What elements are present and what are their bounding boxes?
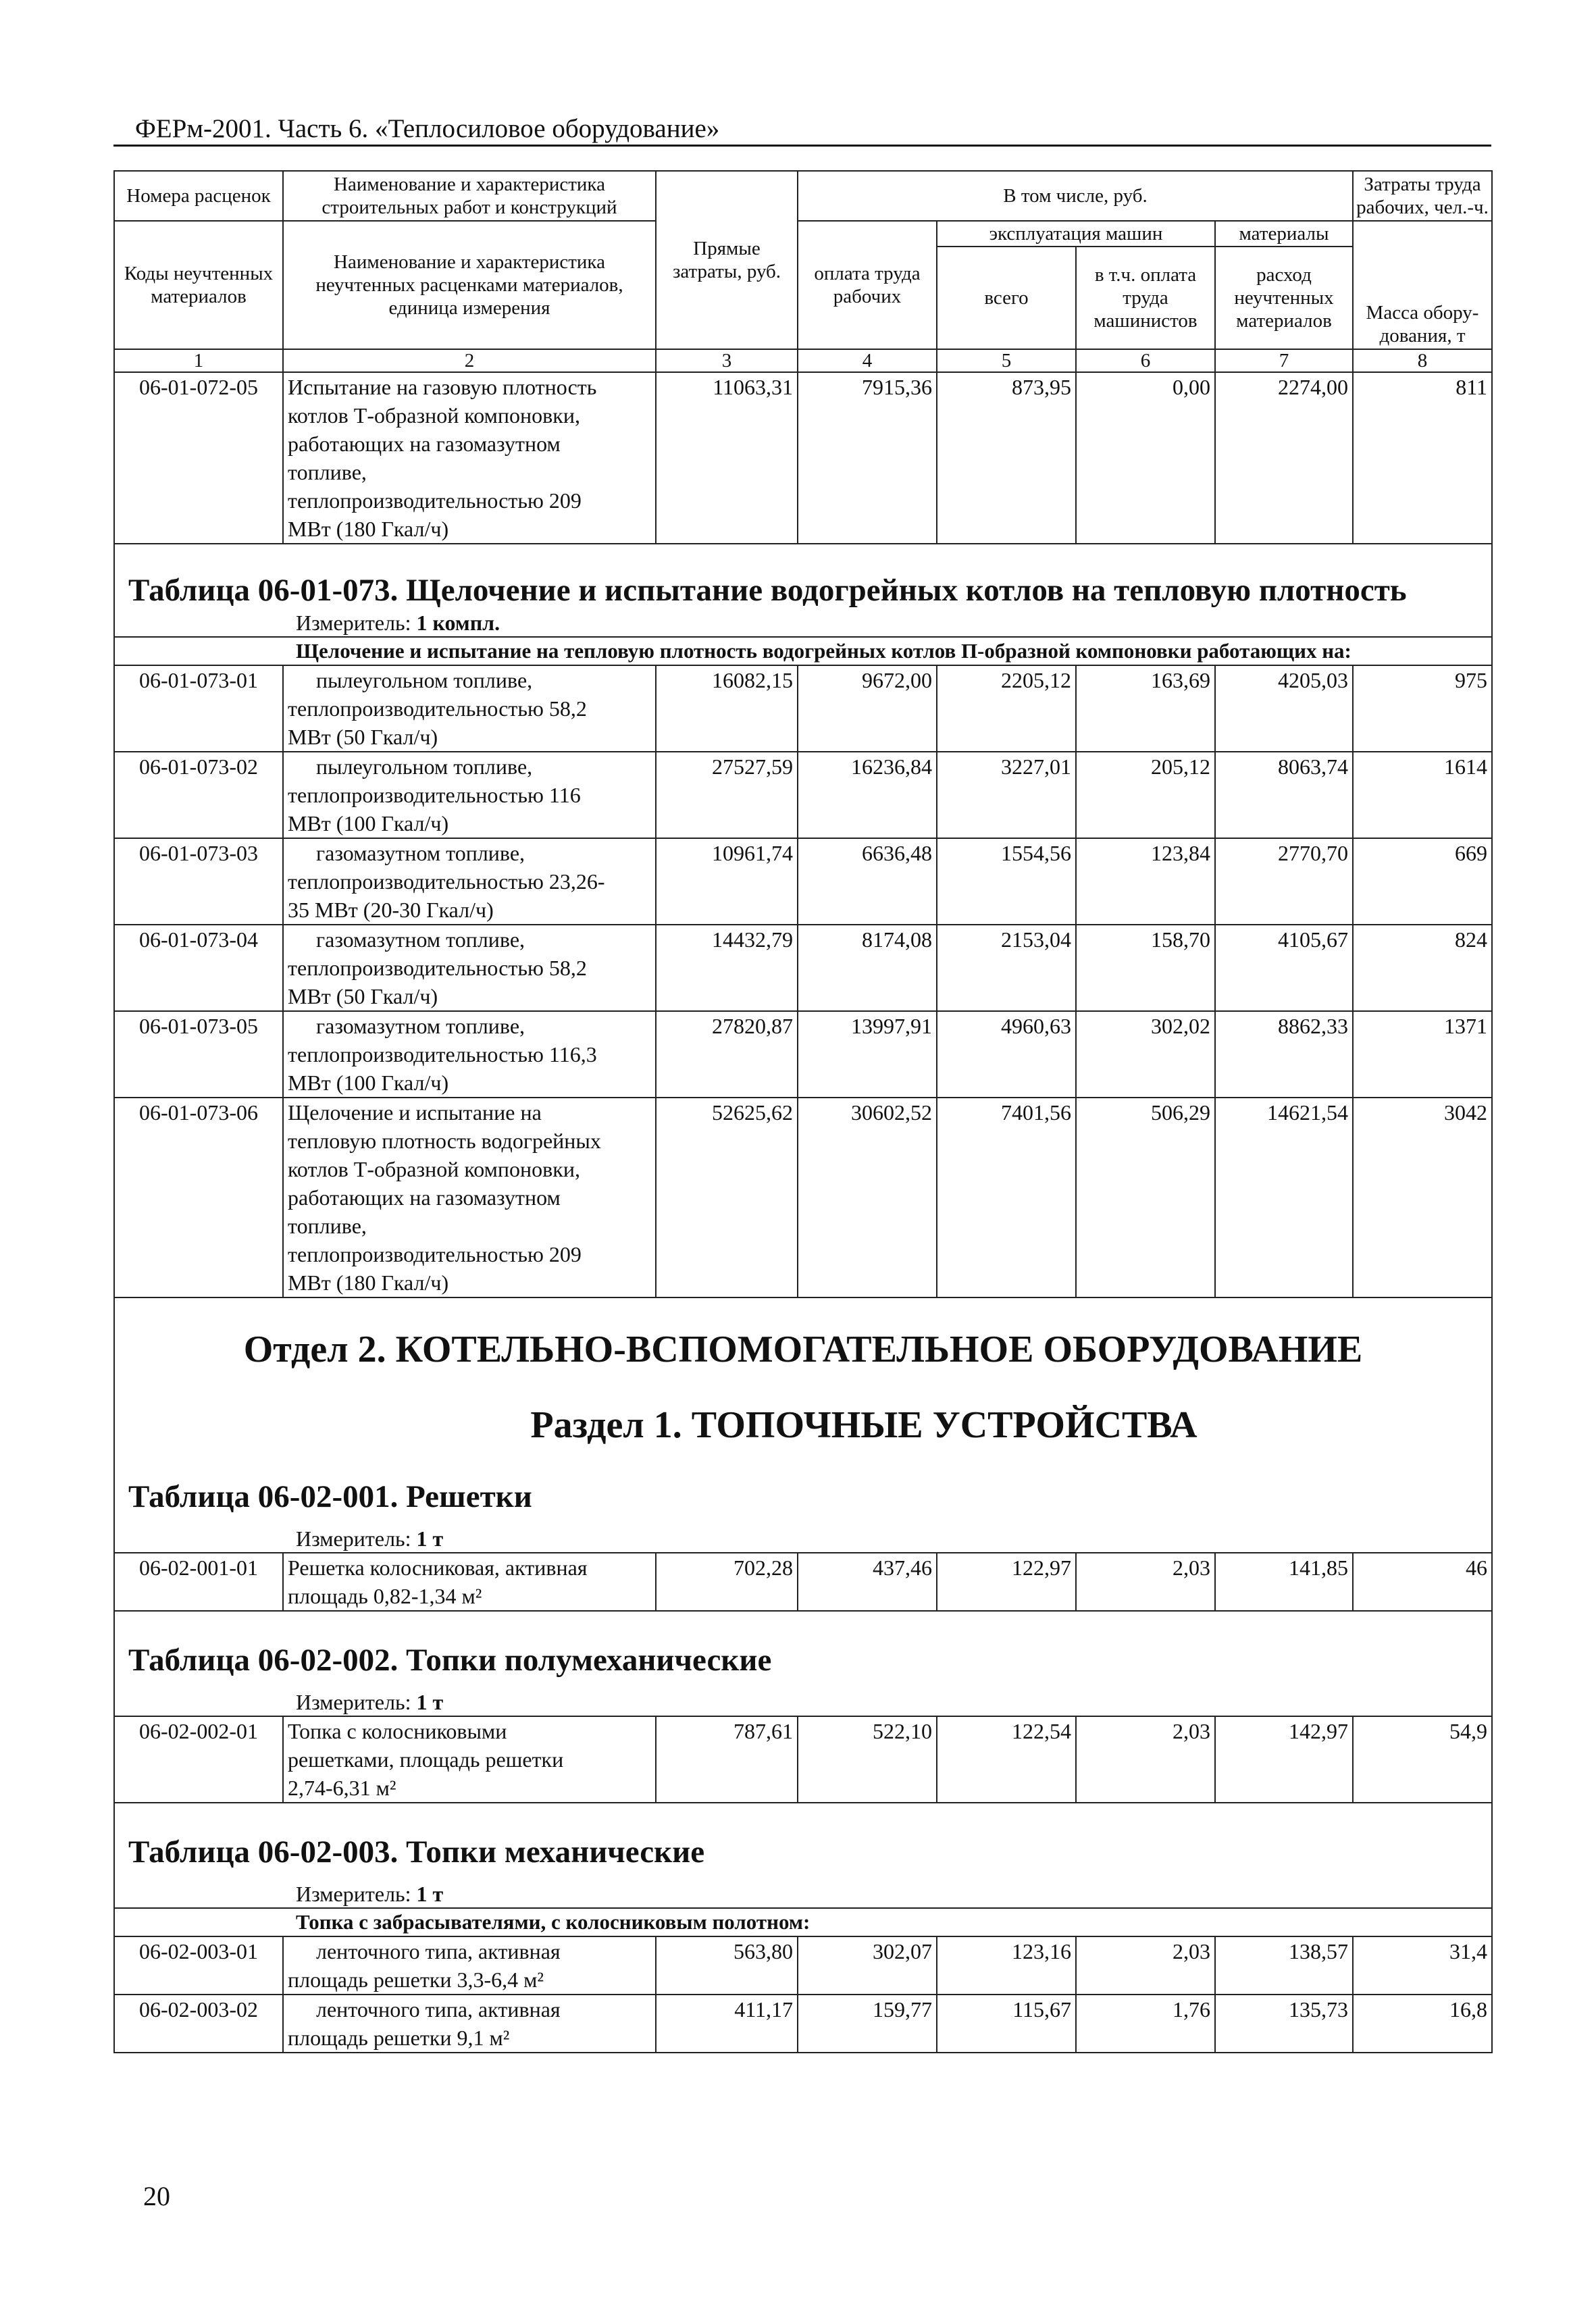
worker-wages: 16236,84: [798, 752, 937, 838]
rate-code: 06-01-072-05: [114, 372, 283, 544]
work-description: [283, 1098, 656, 1297]
description-line: пылеугольном топливе,: [316, 668, 533, 692]
description-line: Испытание на газовую плотность: [288, 375, 597, 399]
measure-label: Измеритель:: [296, 1690, 417, 1714]
column-number: 4: [798, 349, 937, 372]
table-row: [114, 1098, 1492, 1297]
materials-cost: 4205,03: [1215, 665, 1353, 752]
machines-total: 122,54: [937, 1716, 1076, 1803]
materials-cost: 4105,67: [1215, 925, 1353, 1011]
labor-hours: 54,9: [1353, 1716, 1492, 1803]
labor-hours: 16,8: [1353, 1995, 1492, 2053]
materials-cost: 8862,33: [1215, 1011, 1353, 1098]
direct-costs: 27820,87: [656, 1011, 798, 1098]
machines-total: 115,67: [937, 1995, 1076, 2053]
table-row: [114, 838, 1492, 925]
labor-hours: 975: [1353, 665, 1492, 752]
materials-cost: 141,85: [1215, 1553, 1353, 1611]
materials-cost: 135,73: [1215, 1995, 1353, 2053]
header-col1-bottom: Коды неучтенных материалов: [114, 221, 283, 349]
column-number: 3: [656, 349, 798, 372]
direct-costs: 27527,59: [656, 752, 798, 838]
table-row: [114, 665, 1492, 752]
rate-code: 06-01-073-02: [114, 752, 283, 838]
direct-costs: 563,80: [656, 1936, 798, 1995]
description-line: газомазутном топливе,: [316, 841, 525, 865]
description-line: котлов Т-образной компоновки,: [288, 403, 580, 428]
work-description: [283, 1936, 656, 1995]
rate-code: 06-02-003-01: [114, 1936, 283, 1995]
operator-wages: 2,03: [1076, 1936, 1215, 1995]
operator-wages: 1,76: [1076, 1995, 1215, 2053]
table-title: Таблица 06-02-001. Решетки: [128, 1479, 532, 1514]
labor-hours: 824: [1353, 925, 1492, 1011]
materials-cost: 14621,54: [1215, 1098, 1353, 1297]
description-line: МВт (50 Гкал/ч): [288, 725, 438, 749]
measure-value: 1 т: [416, 1882, 444, 1906]
work-description: [283, 838, 656, 925]
labor-hours: 669: [1353, 838, 1492, 925]
materials-cost: 2274,00: [1215, 372, 1353, 544]
description-line: ленточного типа, активная: [316, 1939, 561, 1963]
column-number: 5: [937, 349, 1076, 372]
operator-wages: 302,02: [1076, 1011, 1215, 1098]
description-line: теплопроизводительностью 116,3: [288, 1042, 597, 1066]
description-line: котлов Т-образной компоновки,: [288, 1157, 580, 1181]
header-materials-sub: расход неучтенных материалов: [1234, 264, 1334, 332]
description-line: работающих на газомазутном: [288, 432, 561, 456]
worker-wages: 522,10: [798, 1716, 937, 1803]
worker-wages: 7915,36: [798, 372, 937, 544]
operator-wages: 506,29: [1076, 1098, 1215, 1297]
description-line: МВт (180 Гкал/ч): [288, 517, 449, 541]
operator-wages: 2,03: [1076, 1716, 1215, 1803]
section-title: Раздел 1. ТОПОЧНЫЕ УСТРОЙСТВА: [530, 1404, 1198, 1446]
column-number: 8: [1353, 349, 1492, 372]
column-number: 7: [1215, 349, 1353, 372]
table-row: [114, 1995, 1492, 2053]
work-description: [283, 1011, 656, 1098]
worker-wages: 302,07: [798, 1936, 937, 1995]
direct-costs: 702,28: [656, 1553, 798, 1611]
direct-costs: 52625,62: [656, 1098, 798, 1297]
column-number: 2: [283, 349, 656, 372]
description-line: площадь решетки 9,1 м²: [288, 2026, 510, 2050]
description-line: МВт (50 Гкал/ч): [288, 984, 438, 1008]
header-machines: эксплуатация машин: [937, 222, 1214, 247]
labor-hours: 811: [1353, 372, 1492, 544]
table-row: [114, 372, 1492, 544]
price-table-frame: [113, 170, 1491, 2053]
rate-code: 06-01-073-01: [114, 665, 283, 752]
machines-total: 2153,04: [937, 925, 1076, 1011]
header-rule: [113, 145, 1491, 147]
group-heading: Щелочение и испытание на тепловую плотность водогрейных котлов П-образной компоновки работающих на:: [114, 637, 1492, 665]
header-machines-wages: в т.ч. оплата труда машинистов: [1093, 264, 1198, 332]
worker-wages: 437,46: [798, 1553, 937, 1611]
group-heading: Топка с забрасывателями, с колосниковым полотном:: [114, 1908, 1492, 1936]
machines-total: 122,97: [937, 1553, 1076, 1611]
machines-total: 4960,63: [937, 1011, 1076, 1098]
work-description: [283, 752, 656, 838]
machines-total: 7401,56: [937, 1098, 1076, 1297]
description-line: топливе,: [288, 460, 367, 484]
price-table: [113, 170, 1493, 2053]
table-row: [114, 1716, 1492, 1803]
work-description: [283, 1716, 656, 1803]
description-line: МВт (180 Гкал/ч): [288, 1270, 449, 1295]
table-row: [114, 752, 1492, 838]
table-title: Таблица 06-01-073. Щелочение и испытание водогрейных котлов на тепловую плотность: [128, 573, 1407, 608]
description-line: тепловую плотность водогрейных: [288, 1129, 601, 1153]
description-line: топливе,: [288, 1214, 367, 1238]
rate-code: 06-01-073-03: [114, 838, 283, 925]
work-description: [283, 1995, 656, 2053]
header-col2-bottom: Наименование и характеристика неучтенных расценками материалов, единица измерения: [283, 221, 656, 349]
table-row: [114, 1553, 1492, 1611]
measure-value: 1 т: [416, 1526, 444, 1551]
machines-total: 873,95: [937, 372, 1076, 544]
description-line: площадь решетки 3,3-6,4 м²: [288, 1968, 544, 1992]
materials-cost: 2770,70: [1215, 838, 1353, 925]
header-labor-top: Затраты труда рабочих, чел.-ч.: [1353, 171, 1492, 221]
materials-cost: 142,97: [1215, 1716, 1353, 1803]
header-labor-bottom: Масса обору-дования, т: [1353, 221, 1492, 349]
measure-value: 1 компл.: [416, 611, 500, 635]
labor-hours: 1614: [1353, 752, 1492, 838]
table-title: Таблица 06-02-002. Топки полумеханические: [128, 1643, 772, 1678]
header-wages: оплата труда рабочих: [798, 221, 937, 349]
direct-costs: 16082,15: [656, 665, 798, 752]
machines-total: 123,16: [937, 1936, 1076, 1995]
direct-costs: 787,61: [656, 1716, 798, 1803]
description-line: теплопроизводительностью 58,2: [288, 956, 587, 980]
description-line: площадь 0,82-1,34 м²: [288, 1584, 482, 1608]
worker-wages: 30602,52: [798, 1098, 937, 1297]
description-line: Топка с колосниковыми: [288, 1719, 507, 1743]
work-description: [283, 1553, 656, 1611]
header-col2-top: Наименование и характеристика строительных работ и конструкций: [283, 171, 656, 221]
operator-wages: 0,00: [1076, 372, 1215, 544]
direct-costs: 14432,79: [656, 925, 798, 1011]
header-materials-group: [1215, 221, 1353, 349]
department-title: Отдел 2. КОТЕЛЬНО-ВСПОМОГАТЕЛЬНОЕ ОБОРУДОВАНИЕ: [243, 1329, 1363, 1370]
rate-code: 06-02-001-01: [114, 1553, 283, 1611]
table-row: [114, 1011, 1492, 1098]
table-002-header: [114, 1611, 1492, 1716]
description-line: теплопроизводительностью 209: [288, 488, 582, 513]
description-line: газомазутном топливе,: [316, 1014, 525, 1038]
table-row: [114, 925, 1492, 1011]
rate-code: 06-01-073-04: [114, 925, 283, 1011]
department-block: [114, 1297, 1492, 1553]
machines-total: 1554,56: [937, 838, 1076, 925]
table-003-header: [114, 1803, 1492, 1908]
table-row: [114, 1936, 1492, 1995]
worker-wages: 6636,48: [798, 838, 937, 925]
description-line: газомазутном топливе,: [316, 927, 525, 952]
header-machines-total: всего: [937, 247, 1077, 349]
description-line: ленточного типа, активная: [316, 1997, 561, 2022]
measure-value: 1 т: [416, 1690, 444, 1714]
operator-wages: 123,84: [1076, 838, 1215, 925]
description-line: теплопроизводительностью 209: [288, 1242, 582, 1266]
rate-code: 06-01-073-05: [114, 1011, 283, 1098]
description-line: пылеугольном топливе,: [316, 754, 533, 779]
materials-cost: 8063,74: [1215, 752, 1353, 838]
worker-wages: 8174,08: [798, 925, 937, 1011]
description-line: работающих на газомазутном: [288, 1185, 561, 1210]
operator-wages: 205,12: [1076, 752, 1215, 838]
labor-hours: 31,4: [1353, 1936, 1492, 1995]
labor-hours: 3042: [1353, 1098, 1492, 1297]
column-number: 6: [1076, 349, 1215, 372]
running-header: ФЕРм-2001. Часть 6. «Теплосиловое оборудование»: [135, 114, 720, 143]
description-line: 2,74-6,31 м²: [288, 1776, 396, 1800]
header-machines-group: [937, 221, 1215, 349]
measure-label: Измеритель:: [296, 1882, 417, 1906]
work-description: [283, 925, 656, 1011]
work-description: [283, 665, 656, 752]
operator-wages: 2,03: [1076, 1553, 1215, 1611]
materials-cost: 138,57: [1215, 1936, 1353, 1995]
operator-wages: 163,69: [1076, 665, 1215, 752]
description-line: МВт (100 Гкал/ч): [288, 811, 449, 835]
rate-code: 06-02-002-01: [114, 1716, 283, 1803]
machines-total: 2205,12: [937, 665, 1076, 752]
description-line: теплопроизводительностью 116: [288, 783, 581, 807]
column-number: 1: [114, 349, 283, 372]
worker-wages: 159,77: [798, 1995, 937, 2053]
description-line: решетками, площадь решетки: [288, 1747, 564, 1772]
measure-label: Измеритель:: [296, 1526, 417, 1551]
page-number: 20: [143, 2181, 170, 2211]
operator-wages: 158,70: [1076, 925, 1215, 1011]
header-including: В том числе, руб.: [798, 171, 1353, 221]
header-direct-costs: Прямые затраты, руб.: [656, 171, 798, 349]
labor-hours: 1371: [1353, 1011, 1492, 1098]
description-line: теплопроизводительностью 58,2: [288, 696, 587, 721]
direct-costs: 11063,31: [656, 372, 798, 544]
table-title: Таблица 06-02-003. Топки механические: [128, 1834, 705, 1870]
rate-code: 06-01-073-06: [114, 1098, 283, 1297]
measure-label: Измеритель:: [296, 611, 417, 635]
description-line: Щелочение и испытание на: [288, 1100, 542, 1125]
description-line: Решетка колосниковая, активная: [288, 1555, 588, 1580]
measure-unit: [115, 1525, 1491, 1552]
worker-wages: 13997,91: [798, 1011, 937, 1098]
direct-costs: 411,17: [656, 1995, 798, 2053]
rate-code: 06-02-003-02: [114, 1995, 283, 2053]
description-line: МВт (100 Гкал/ч): [288, 1071, 449, 1095]
table-073-header: [114, 544, 1492, 637]
labor-hours: 46: [1353, 1553, 1492, 1611]
header-materials: материалы: [1216, 222, 1352, 247]
description-line: 35 МВт (20-30 Гкал/ч): [288, 898, 494, 922]
measure-unit: [115, 1689, 1491, 1716]
direct-costs: 10961,74: [656, 838, 798, 925]
worker-wages: 9672,00: [798, 665, 937, 752]
measure-unit: [115, 1880, 1491, 1907]
description-line: теплопроизводительностью 23,26-: [288, 869, 605, 894]
measure-unit: [115, 609, 1491, 636]
work-description: [283, 372, 656, 544]
header-col1-top: Номера расценок: [114, 171, 283, 221]
machines-total: 3227,01: [937, 752, 1076, 838]
